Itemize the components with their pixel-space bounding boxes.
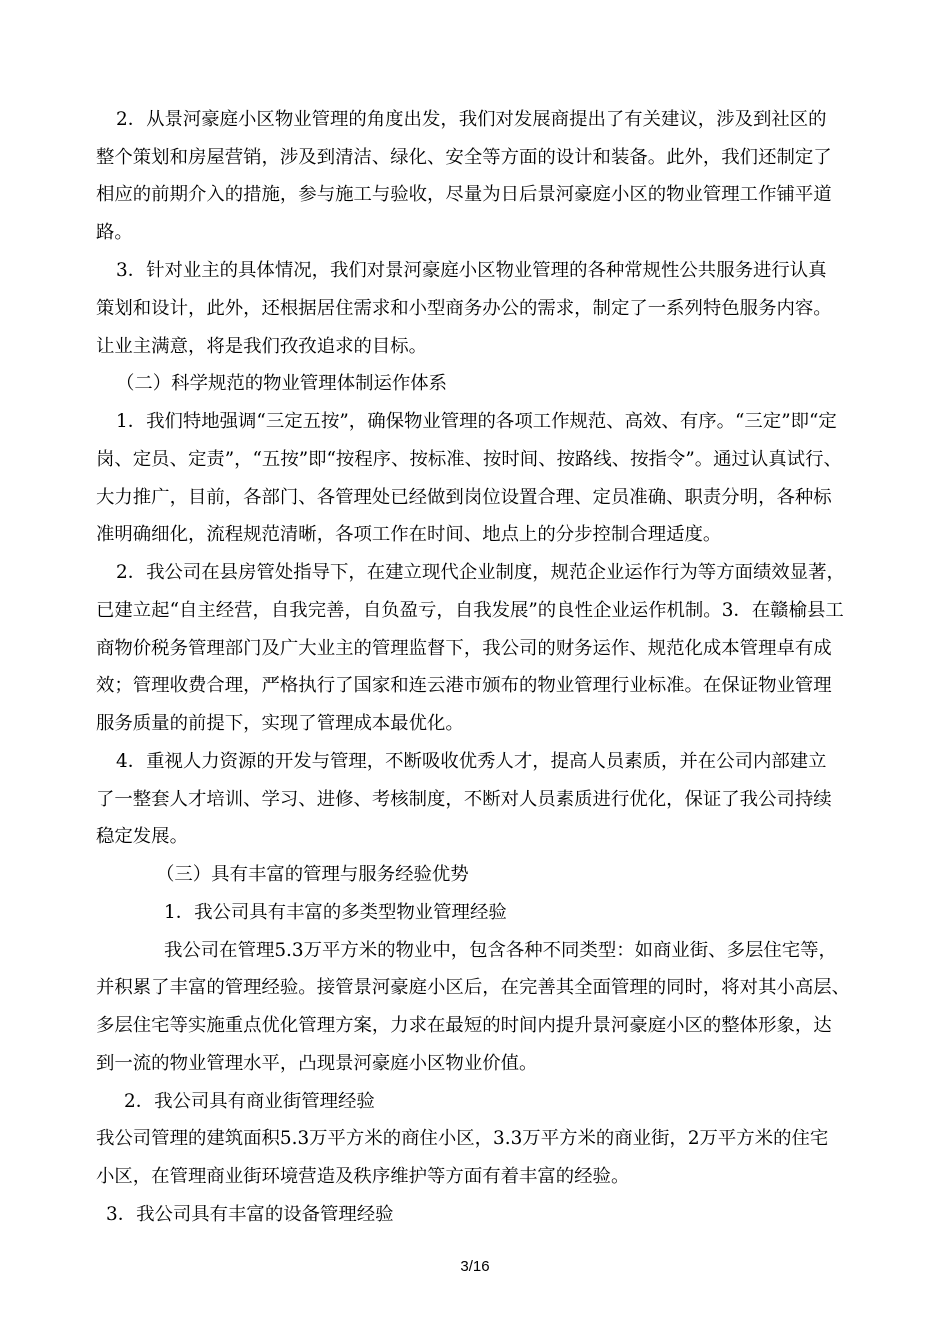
- text-line: 2．从景河豪庭小区物业管理的角度出发，我们对发展商提出了有关建议，涉及到社区的: [116, 109, 827, 130]
- subsection-heading: 1．我公司具有丰富的多类型物业管理经验: [164, 902, 507, 923]
- text-line: 大力推广，目前，各部门、各管理处已经做到岗位设置合理、定员准确、职责分明，各种标: [96, 487, 832, 508]
- section-heading: （二）科学规范的物业管理体制运作体系: [116, 373, 448, 394]
- text-line: 到一流的物业管理水平，凸现景河豪庭小区物业价值。: [96, 1053, 538, 1074]
- text-line: 准明确细化，流程规范清晰，各项工作在时间、地点上的分步控制合理适度。: [96, 524, 722, 545]
- text-line: 了一整套人才培训、学习、进修、考核制度，不断对人员素质进行优化，保证了我公司持续: [96, 789, 832, 810]
- text-line: 多层住宅等实施重点优化管理方案，力求在最短的时间内提升景河豪庭小区的整体形象，达: [96, 1015, 832, 1036]
- text-line: 岗、定员、定责”，“五按”即“按程序、按标准、按时间、按路线、按指令”。通过认真试行、: [96, 449, 842, 470]
- text-line: 整个策划和房屋营销，涉及到清洁、绿化、安全等方面的设计和装备。此外，我们还制定了: [96, 147, 832, 168]
- text-line: 我公司在管理5.3万平方米的物业中，包含各种不同类型：如商业街、多层住宅等，: [164, 940, 837, 961]
- text-line: 已建立起“自主经营，自我完善，自负盈亏，自我发展”的良性企业运作机制。3．在赣榆县工: [96, 600, 844, 621]
- page-number: 3/16: [460, 1258, 490, 1275]
- text-line: 让业主满意，将是我们孜孜追求的目标。: [96, 336, 428, 357]
- text-line: 1．我们特地强调“三定五按”，确保物业管理的各项工作规范、高效、有序。“三定”即“定: [116, 411, 837, 432]
- subsection-heading: 2．我公司具有商业街管理经验: [124, 1091, 375, 1112]
- text-line: 4．重视人力资源的开发与管理，不断吸收优秀人才，提高人员素质，并在公司内部建立: [116, 751, 827, 772]
- text-line: 服务质量的前提下，实现了管理成本最优化。: [96, 713, 464, 734]
- section-heading: （三）具有丰富的管理与服务经验优势: [156, 864, 469, 885]
- text-line: 路。: [96, 222, 133, 243]
- text-line: 稳定发展。: [96, 826, 188, 847]
- subsection-heading: 3．我公司具有丰富的设备管理经验: [106, 1204, 394, 1225]
- text-line: 小区，在管理商业街环境营造及秩序维护等方面有着丰富的经验。: [96, 1166, 630, 1187]
- text-line: 商物价税务管理部门及广大业主的管理监督下，我公司的财务运作、规范化成本管理卓有成: [96, 638, 832, 659]
- text-line: 策划和设计，此外，还根据居住需求和小型商务办公的需求，制定了一系列特色服务内容。: [96, 298, 832, 319]
- text-line: 3．针对业主的具体情况，我们对景河豪庭小区物业管理的各种常规性公共服务进行认真: [116, 260, 827, 281]
- text-line: 并积累了丰富的管理经验。接管景河豪庭小区后，在完善其全面管理的同时，将对其小高层、: [96, 977, 851, 998]
- text-line: 2．我公司在县房管处指导下，在建立现代企业制度，规范企业运作行为等方面绩效显著，: [116, 562, 845, 583]
- text-line: 相应的前期介入的措施，参与施工与验收，尽量为日后景河豪庭小区的物业管理工作铺平道: [96, 184, 832, 205]
- text-line: 我公司管理的建筑面积5.3万平方米的商住小区，3.3万平方米的商业街，2万平方米的住宅: [96, 1128, 829, 1149]
- text-line: 效；管理收费合理，严格执行了国家和连云港市颁布的物业管理行业标准。在保证物业管理: [96, 675, 832, 696]
